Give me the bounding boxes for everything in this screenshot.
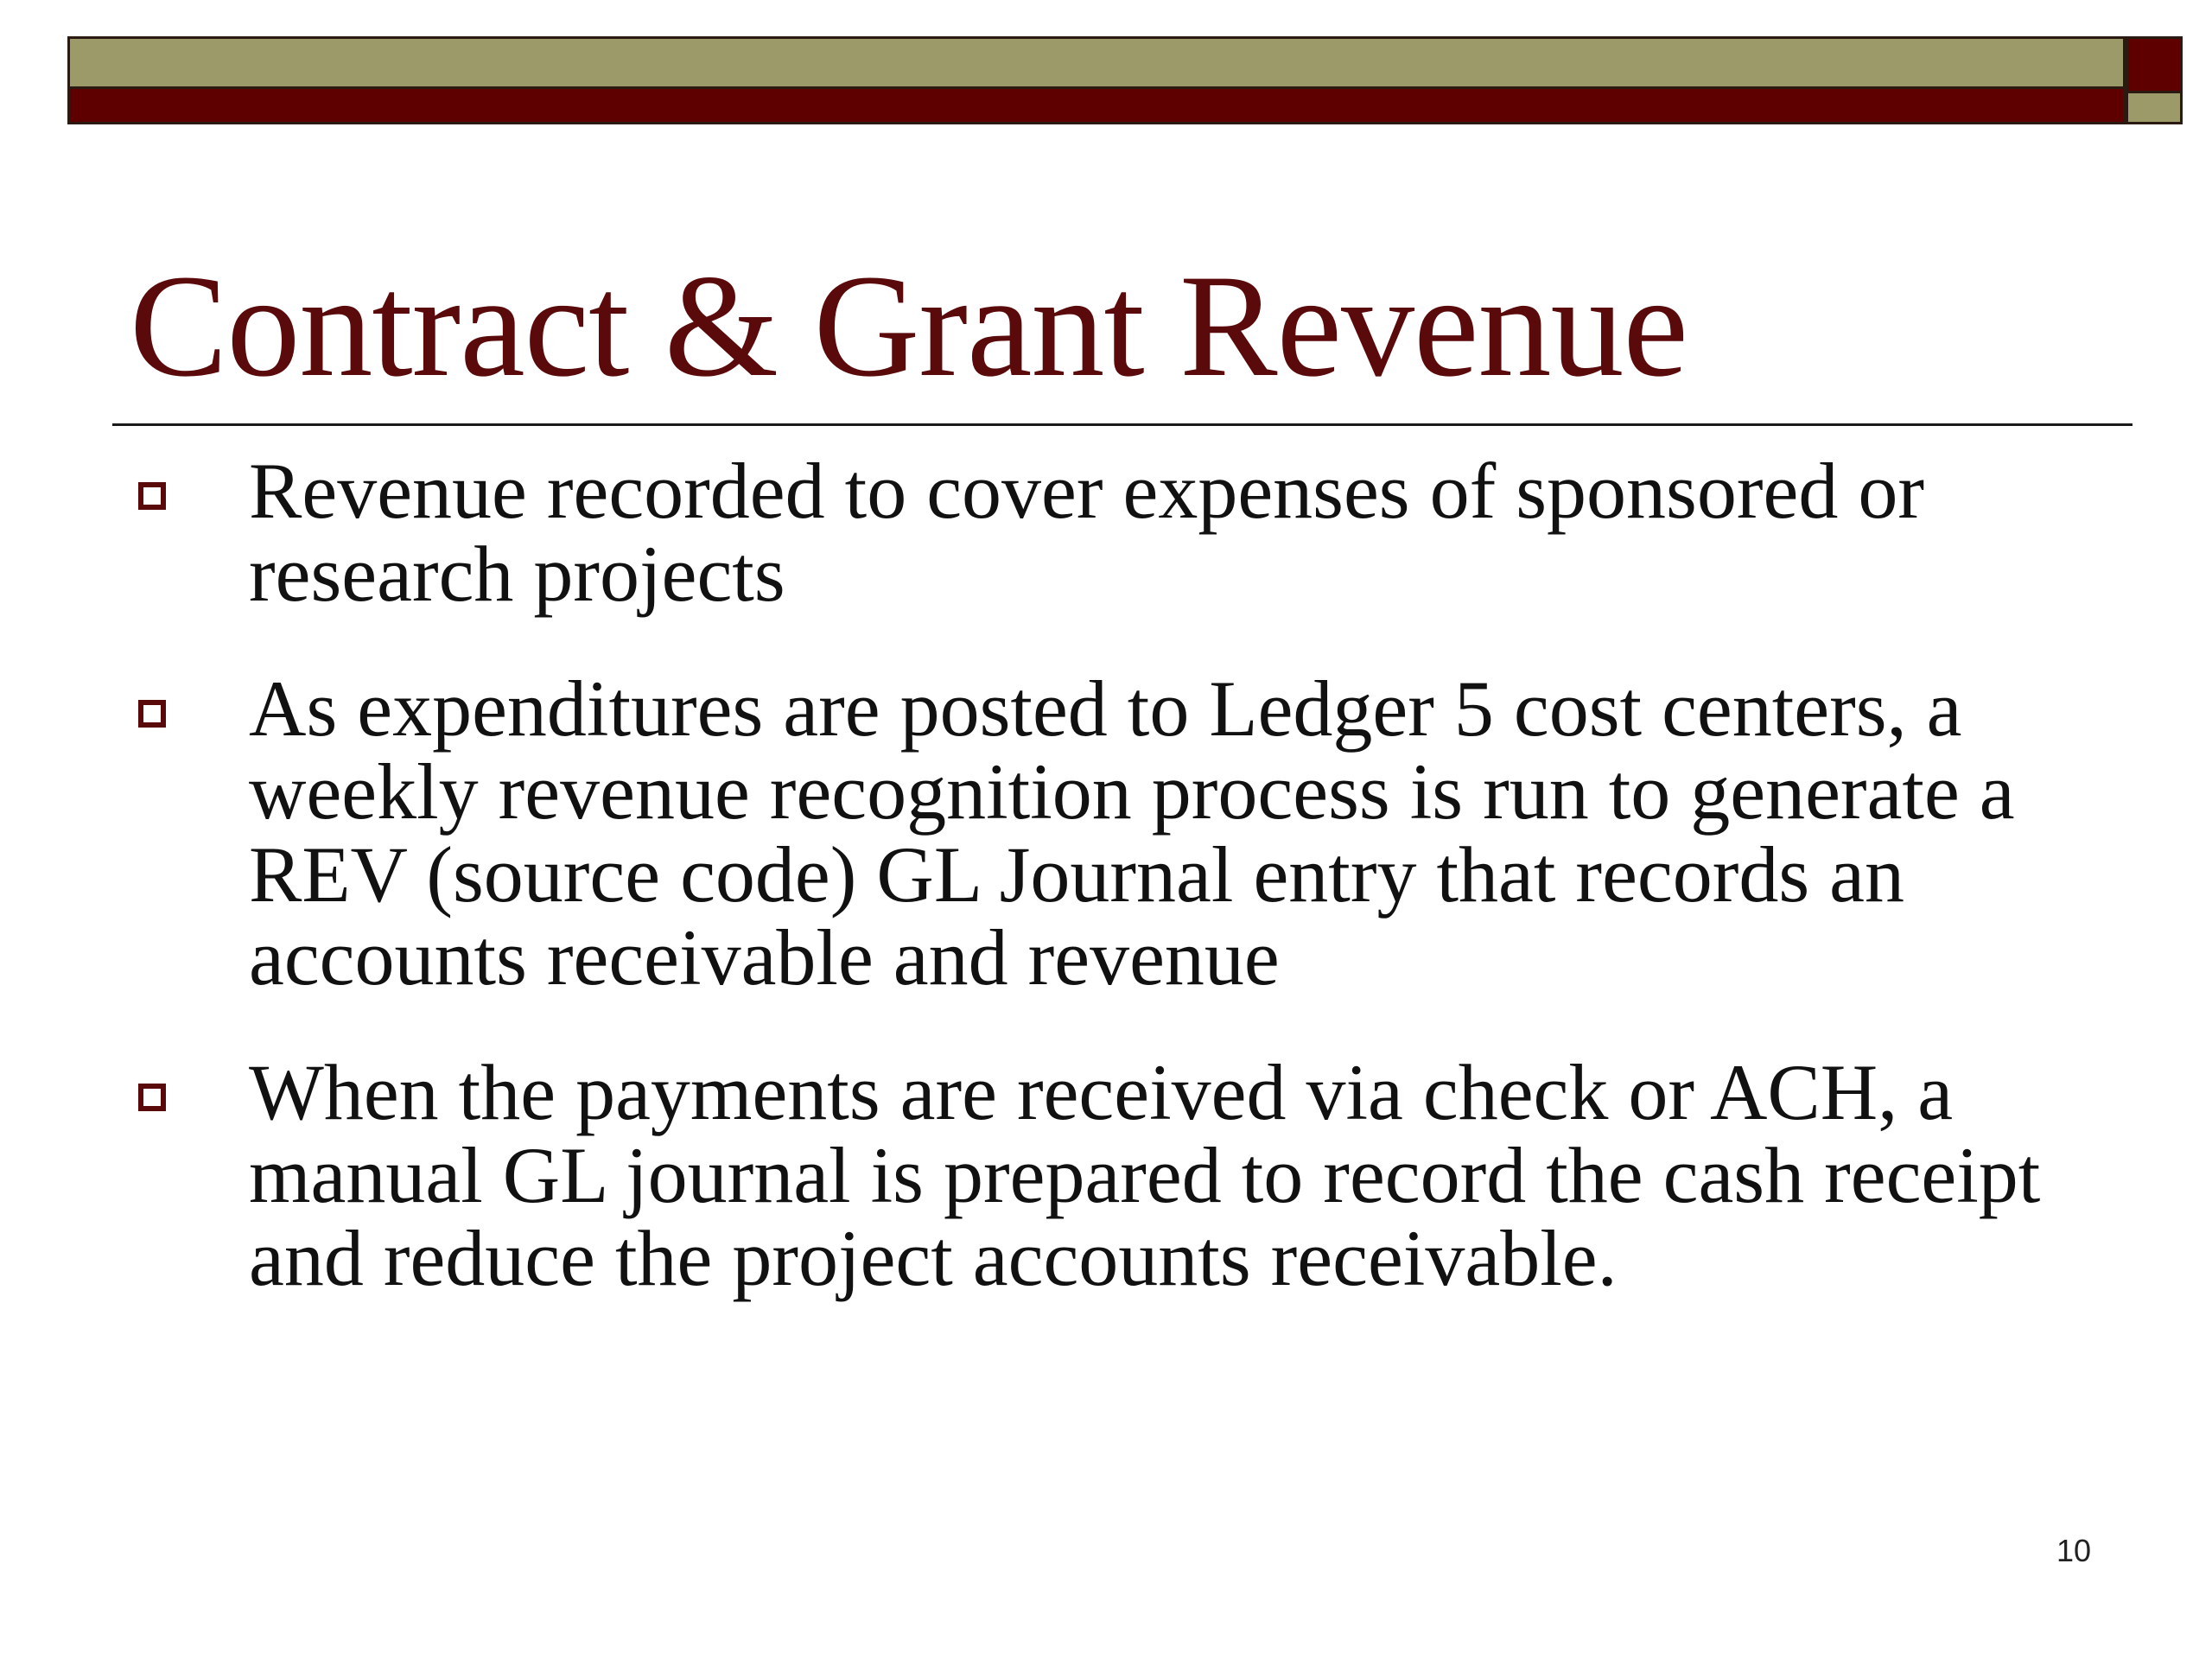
page-number: 10	[2056, 1533, 2092, 1568]
title-divider	[112, 423, 2133, 426]
hollow-square-bullet-icon	[138, 700, 166, 728]
bullet-text: When the payments are received via check or ACH, a manual GL journal is prepared to record the cash receipt and reduce the project accounts receivable.	[249, 1048, 2041, 1302]
header-corner-olive-square	[2126, 91, 2183, 124]
hollow-square-bullet-icon	[138, 482, 166, 510]
header-olive-band	[67, 36, 2126, 89]
bullet-item	[138, 447, 2091, 618]
bullet-list	[138, 449, 2091, 1351]
header-corner-maroon-square	[2126, 36, 2183, 93]
bullet-item	[138, 1048, 2091, 1302]
bullet-item	[138, 664, 2091, 1001]
hollow-square-bullet-icon	[138, 1084, 166, 1111]
header-maroon-band	[67, 86, 2126, 124]
header-decoration	[67, 36, 2183, 124]
bullet-text: Revenue recorded to cover expenses of sponsored or research projects	[249, 447, 1924, 618]
bullet-text: As expenditures are posted to Ledger 5 cost centers, a weekly revenue recognition process is run to generate a REV (source code) GL Journal entry that records an accounts receivable and revenue	[249, 664, 2015, 1001]
slide-title: Contract & Grant Revenue	[130, 245, 1688, 407]
